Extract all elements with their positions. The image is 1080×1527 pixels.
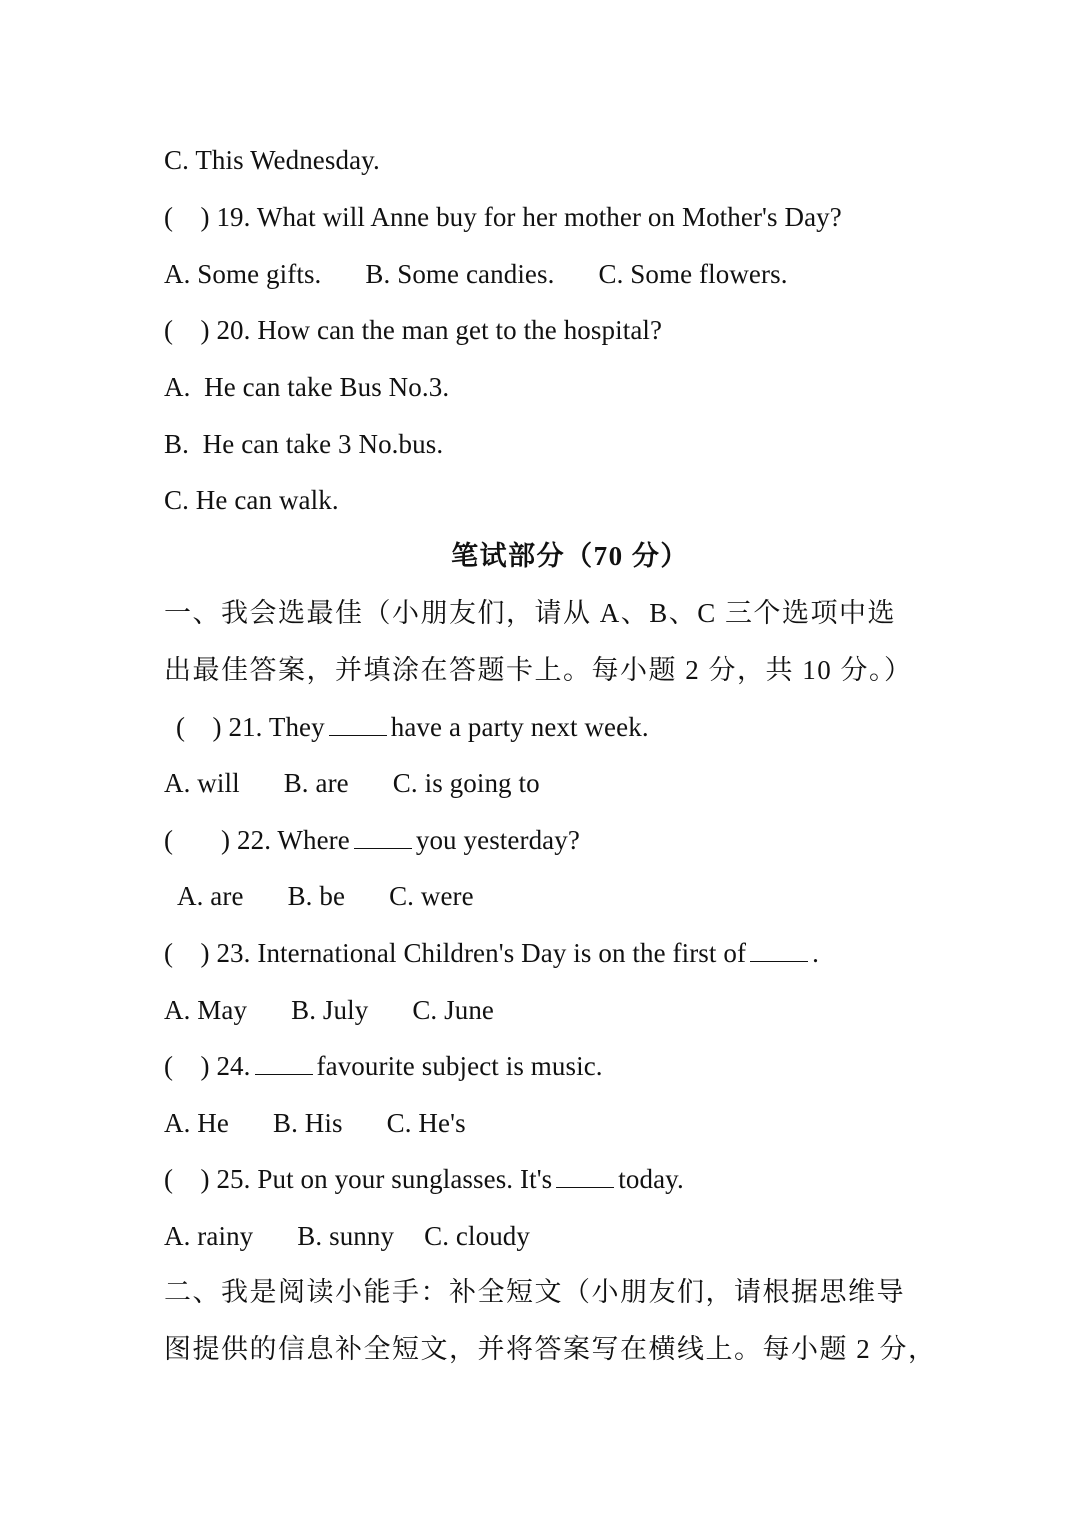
question-19 [164,197,842,237]
question-stem: 20. How can the man get to the hospital? [216,315,663,345]
q18-option-c: C. This Wednesday. [164,145,380,175]
answer-blank[interactable] [750,935,808,962]
option-a: A. rainy [164,1221,254,1251]
question-24 [164,1046,603,1086]
question-stem-before: 21. They [228,712,325,742]
answer-blank[interactable] [354,822,412,849]
part1-instruction-line1: 一、我会选最佳（小朋友们，请从 A、B、C 三个选项中选 [164,598,897,628]
option-b: B. are [283,768,349,798]
answer-paren[interactable]: ( ) [164,1164,210,1194]
q20-option-a: A. He can take Bus No.3. [164,372,450,402]
question-stem-before: 23. International Children's Day is on the first of [216,938,747,968]
option-c: C. June [412,995,495,1025]
option-b: B. July [291,995,369,1025]
q22-options [177,876,474,916]
answer-paren[interactable]: ( ) [164,825,231,855]
question-20 [164,310,662,350]
answer-paren[interactable]: ( ) [164,202,210,232]
option-a: A. are [177,881,244,911]
question-stem-before: 24. [216,1051,251,1081]
option-c: C. were [389,881,474,911]
question-stem-after: today. [618,1164,684,1194]
answer-paren[interactable]: ( ) [164,1051,210,1081]
question-25 [164,1159,684,1199]
part2-instruction-line1: 二、我是阅读小能手：补全短文（小朋友们，请根据思维导 [164,1277,905,1307]
answer-blank[interactable] [556,1161,614,1188]
question-stem: 19. What will Anne buy for her mother on Mother's Day? [216,202,842,232]
option-c: C. is going to [392,768,540,798]
question-stem-after: you yesterday? [415,825,580,855]
question-stem-after: . [812,938,819,968]
option-b: B. sunny [297,1221,395,1251]
answer-paren[interactable]: ( ) [164,315,210,345]
option-c: C. Some flowers. [598,259,788,289]
option-b: B. Some candies. [365,259,555,289]
part1-instruction-line2: 出最佳答案，并填涂在答题卡上。每小题 2 分，共 10 分。） [164,655,913,685]
q20-option-c: C. He can walk. [164,485,339,515]
question-stem-before: 22. Where [237,825,350,855]
q21-options [164,763,540,803]
question-23 [164,933,819,973]
question-stem-after: have a party next week. [390,712,649,742]
answer-blank[interactable] [255,1048,313,1075]
option-b: B. be [287,881,346,911]
question-stem-after: favourite subject is music. [316,1051,603,1081]
option-c: C. cloudy [424,1221,531,1251]
q19-options [164,254,788,294]
question-21 [176,707,649,747]
q20-option-b: B. He can take 3 No.bus. [164,429,444,459]
question-22 [164,820,580,860]
q25-options [164,1216,530,1256]
written-section-heading: 笔试部分（70 分） [451,541,689,571]
answer-paren[interactable]: ( ) [164,938,210,968]
answer-paren[interactable]: ( ) [176,712,222,742]
option-a: A. will [164,768,240,798]
question-stem-before: 25. Put on your sunglasses. It's [216,1164,553,1194]
option-a: A. Some gifts. [164,259,322,289]
option-a: A. He [164,1108,229,1138]
option-c: C. He's [386,1108,466,1138]
option-b: B. His [272,1108,343,1138]
option-a: A. May [164,995,248,1025]
q23-options [164,990,494,1030]
q24-options [164,1103,466,1143]
part2-instruction-line2: 图提供的信息补全短文，并将答案写在横线上。每小题 2 分， [164,1334,937,1364]
answer-blank[interactable] [329,709,387,736]
